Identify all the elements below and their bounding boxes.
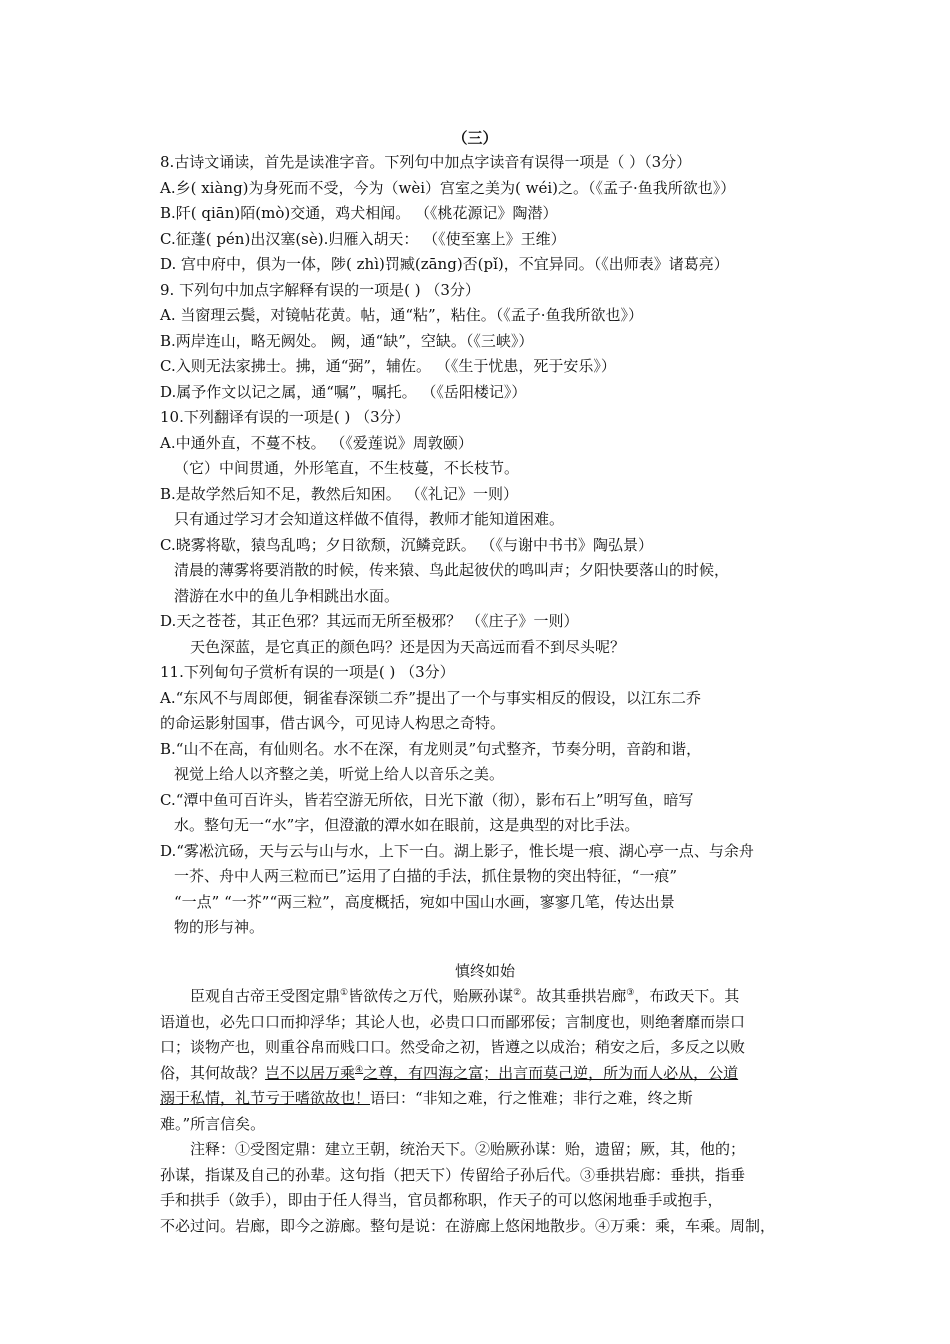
essay-text: 臣观自古帝王受图定鼎 [190,987,341,1005]
essay-text: 俗，其何故哉？ [160,1063,266,1082]
note-line-4: 不必过问。岩廊，即今之游廊。整句是说：在游廊上悠闲地散步。④万乘：乘，车乘。周制， [160,1216,776,1235]
note-line-1: 注释：①受图定鼎：建立王朝，统治天下。②贻厥孙谋：贻，遗留；厥，其，他的； [190,1140,746,1158]
essay-line-4 [160,1061,810,1087]
q11-stem: 11.下列甸句子赏析有误的一项是( ) （3分） [160,663,455,681]
q9-option-c: C.入则无法家拂士。拂，通“弼”，辅佐。 （《生于忧患，死于安乐》） [160,357,616,375]
footnote-mark: ① [340,988,349,998]
question-block [160,150,810,1239]
q11-option-c-line1: C.“潭中鱼可百许头，皆若空游无所依，日光下澈（彻），影布石上”明写鱼，暗写 [160,790,694,809]
q10-option-a: A.中通外直，不蔓不枝。 （《爱莲说》周敦颐） [160,433,473,452]
essay-line-5 [160,1086,810,1112]
essay-text: 皆欲传之万代，贻厥孙谋 [348,987,514,1005]
footnote-mark: ③ [626,988,635,998]
essay-line-2: 语道也，必先口口而抑浮华；其论人也，必贵口口而鄙邪佞；言制度也，则绝奢靡而崇口 [160,1012,746,1031]
essay-text: 。故其垂拱岩廊 [521,987,627,1005]
q11-option-d-line3: “一点” “一芥”“两三粒”，高度概括，宛如中国山水画，寥寥几笔，传达出景 [174,892,675,911]
section-title: （三） [452,129,498,147]
q9-option-d: D.属予作文以记之属，通“嘱”，嘱托。 （《岳阳楼记》） [160,382,527,401]
q10-option-b: B.是故学然后知不足，教然后知困。 （《礼记》一则） [160,484,519,503]
essay-text: ，布政天下。其 [634,987,740,1005]
q10-option-c-translation-1: 清晨的薄雾将要消散的时候，传来猿、鸟此起彼伏的鸣叫声；夕阳快要落山的时候， [174,561,730,579]
q11-option-b-line2: 视觉上给人以齐整之美，听觉上给人以音乐之美。 [174,765,505,783]
essay-line-1 [160,984,810,1010]
underlined-text: 岂不以居万乘 [265,1063,356,1082]
q11-option-c-line2: 水。整句无一“水”字，但澄澈的潭水如在眼前，这是典型的对比手法。 [174,816,640,834]
q11-option-b-line1: B.“山不在高，有仙则名。水不在深，有龙则灵”句式整齐，节奏分明，音韵和谐， [160,739,702,758]
essay-line-6: 难。”所言信矣。 [160,1114,266,1133]
q11-option-d-line2: 一芥、舟中人两三粒而已”运用了白描的手法，抓住景物的突出特征，“一痕” [174,867,678,885]
underlined-text: 溺于私情，礼节亏于嗜欲故也！ [160,1089,371,1107]
footnote-mark: ② [513,988,522,998]
q10-option-c-translation-2: 潜游在水中的鱼儿争相跳出水面。 [174,586,400,605]
q8-option-d: D. 宫中府中，俱为一体，陟( zhì)罚臧(zāng)否(pǐ)，不宜异同。（《出师表》诸葛亮） [160,255,729,273]
q10-option-d-translation: 天色深蓝，是它真正的颜色吗？还是因为天高远而看不到尽头呢？ [190,637,626,656]
q10-option-a-translation: （它）中间贯通，外形笔直，不生枝蔓，不长枝节。 [174,459,520,477]
essay-title: 慎终如始 [454,961,515,980]
q10-option-b-translation: 只有通过学习才会知道这样做不值得，教师才能知道困难。 [174,510,565,528]
essay-text: 语曰：“非知之难，行之惟难；非行之难，终之斯 [370,1089,693,1107]
q8-option-c: C.征蓬( pén)出汉塞(sè).归雁入胡天： （《使至塞上》王维） [160,229,566,248]
essay-line-3: 口；谈物产也，则重谷帛而贱口口。然受命之初，皆遵之以成治；稍安之后，多反之以败 [160,1038,746,1056]
q9-option-b: B.两岸连山，略无阙处。 阙，通“缺”，空缺。（《三峡》） [160,331,534,350]
q8-stem: 8.古诗文诵读，首先是读准字音。下列句中加点字读音有误得一项是（ ）（3分） [160,153,692,171]
q8-option-b: B.阡( qiān)陌(mò)交通，鸡犬相闻。 （《桃花源记》陶潜） [160,204,558,222]
q9-stem: 9. 下列句中加点字解释有误的一项是( ) （3分） [160,280,480,299]
note-line-2: 孙谋，指谋及自己的孙辈。这句指（把天下）传留给子孙后代。③垂拱岩廊：垂拱，指垂 [160,1165,746,1184]
q10-option-c: C.晓雾将歇，猿鸟乱鸣；夕日欲颓，沉鳞竞跃。 （《与谢中书书》陶弘景） [160,535,653,554]
q11-option-d-line4: 物的形与神。 [174,918,265,936]
footnote-mark: ④ [355,1064,364,1075]
q10-option-d: D.天之苍苍，其正色邪？其远而无所至极邪？ （《庄子》一则） [160,612,579,630]
q8-option-a: A.乡( xiàng)为身死而不受，今为（wèi）宫室之美为( wéi)之。（《孟子·鱼我所欲也》） [160,178,736,197]
q10-stem: 10.下列翻译有误的一项是( ) （3分） [160,408,410,426]
q11-option-d-line1: D.“雾凇沆砀，天与云与山与水，上下一白。湖上影子，惟长堤一痕、湖心亭一点、与余舟 [160,841,754,860]
q11-option-a-line2: 的命运影射国事，借古讽今，可见诗人构思之奇特。 [160,714,506,732]
note-line-3: 手和拱手（敛手），即由于任人得当，官员都称职，作天子的可以悠闲地垂手或抱手， [160,1191,723,1209]
underlined-text: 之尊，有四海之富；出言而莫己逆，所为而人必从，公道 [363,1063,739,1082]
q9-option-a: A. 当窗理云鬓，对镜帖花黄。帖，通“粘”，粘住。（《孟子·鱼我所欲也》） [160,306,643,324]
q11-option-a-line1: A.“东风不与周郎便，铜雀春深锁二乔”提出了一个与事实相反的假设，以江东二乔 [160,688,701,707]
